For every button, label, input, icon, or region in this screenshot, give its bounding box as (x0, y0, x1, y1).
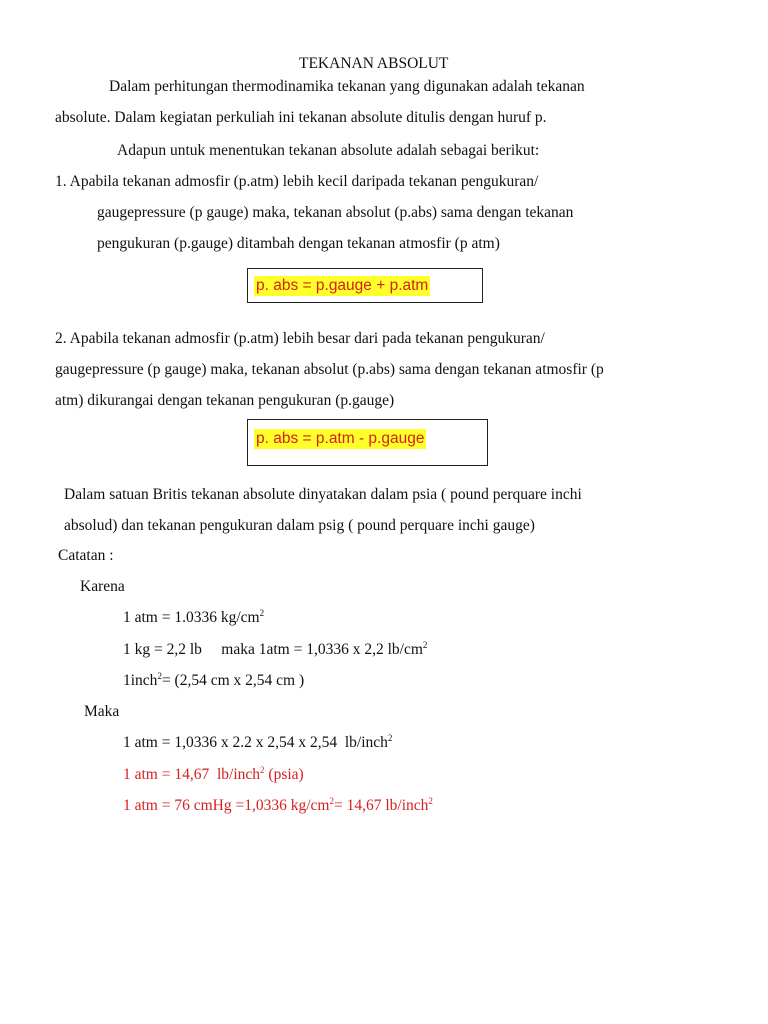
equation-atm-calc-text: 1 atm = 1,0336 x 2.2 x 2,54 x 2,54 lb/inch (123, 734, 388, 751)
intro-line-2: absolute. Dalam kegiatan perkuliah ini tekanan absolute ditulis dengan huruf p. (55, 109, 547, 126)
equation-atm-psia (123, 765, 304, 785)
equation-inch-pre: 1inch (123, 672, 158, 689)
british-line-1: Dalam satuan Britis tekanan absolute dinyatakan dalam psia ( pound perquare inchi (64, 486, 582, 503)
item1-line-3: pengukuran (p.gauge) ditambah dengan tekanan atmosfir (p atm) (97, 235, 500, 252)
superscript: 2 (422, 640, 428, 650)
item2-line-3: atm) dikurangai dengan tekanan pengukuran (p.gauge) (55, 392, 395, 409)
karena-label: Karena (80, 578, 125, 595)
british-line-2: absolud) dan tekanan pengukuran dalam psig ( pound perquare inchi gauge) (64, 517, 535, 534)
superscript: 2 (329, 796, 334, 806)
item2-line-1: 2. Apabila tekanan admosfir (p.atm) lebih besar dari pada tekanan pengukuran/ (55, 330, 545, 347)
formula-2: p. abs = p.atm - p.gauge (256, 430, 425, 447)
formula-box-1 (247, 268, 483, 303)
superscript: 2 (260, 765, 265, 775)
maka-label: Maka (84, 703, 120, 720)
intro-line-1: Dalam perhitungan thermodinamika tekanan yang digunakan adalah tekanan (109, 78, 585, 95)
equation-atm-summary-pre: 1 atm = 76 cmHg =1,0336 kg/cm (123, 797, 330, 814)
equation-inch-cm (123, 671, 304, 691)
equation-atm-summary (123, 796, 433, 816)
item1-line-1: 1. Apabila tekanan admosfir (p.atm) lebih kecil daripada tekanan pengukuran/ (55, 173, 539, 190)
equation-atm-psia-post: (psia) (264, 766, 304, 783)
page-title: TEKANAN ABSOLUT (299, 55, 449, 72)
item1-line-2: gaugepressure (p gauge) maka, tekanan absolut (p.abs) sama dengan tekanan (97, 204, 574, 221)
formula-box-2 (247, 419, 488, 466)
equation-atm-kg-text: 1 atm = 1.0336 kg/cm (123, 609, 260, 626)
intro-line-3: Adapun untuk menentukan tekanan absolute adalah sebagai berikut: (117, 142, 540, 159)
formula-1: p. abs = p.gauge + p.atm (256, 277, 429, 294)
equation-kg-lb (123, 640, 427, 660)
item2-line-2: gaugepressure (p gauge) maka, tekanan absolut (p.abs) sama dengan tekanan atmosfir (p (55, 361, 604, 378)
superscript: 2 (428, 796, 433, 806)
equation-inch-post: = (2,54 cm x 2,54 cm ) (161, 672, 305, 689)
superscript: 2 (387, 733, 393, 743)
equation-kg-lb-text: 1 kg = 2,2 lb maka 1atm = 1,0336 x 2,2 lb/cm (123, 641, 423, 658)
superscript: 2 (259, 608, 265, 618)
equation-atm-summary-mid: = 14,67 lb/inch (333, 797, 429, 814)
catatan-label: Catatan : (58, 547, 114, 564)
equation-atm-kg (123, 608, 264, 628)
superscript: 2 (157, 671, 162, 681)
equation-atm-calc (123, 733, 392, 753)
equation-atm-psia-pre: 1 atm = 14,67 lb/inch (123, 766, 261, 783)
